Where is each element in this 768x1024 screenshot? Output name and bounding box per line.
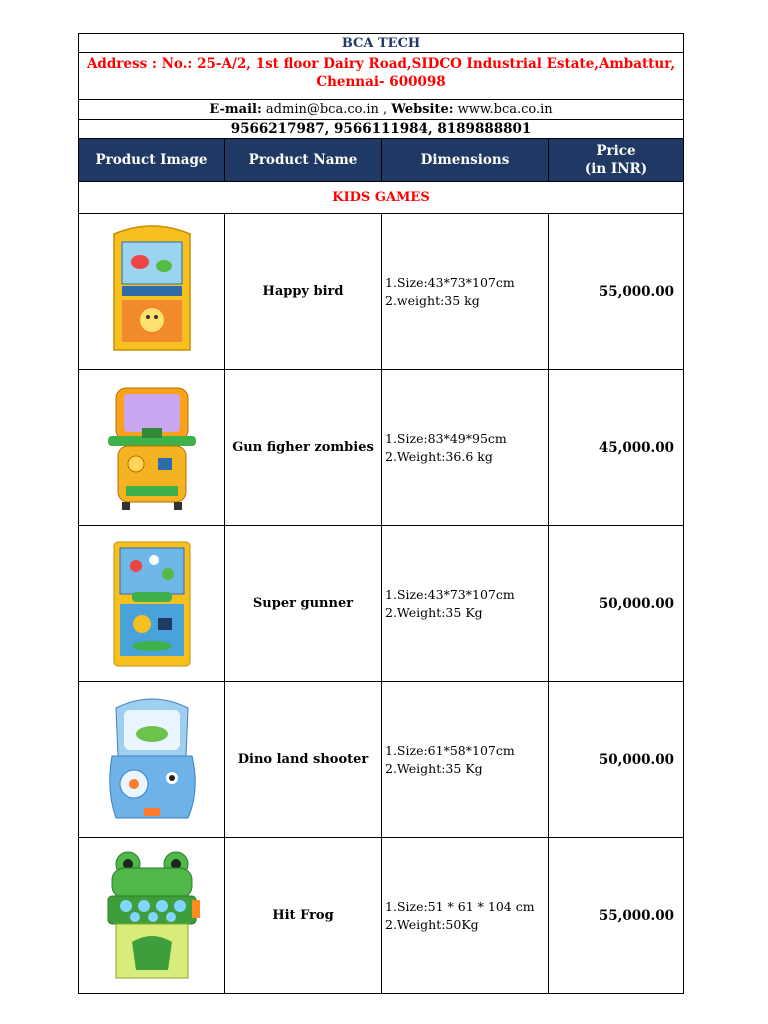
product-row bbox=[79, 526, 684, 682]
product-price: 50,000.00 bbox=[549, 526, 684, 682]
product-price: 50,000.00 bbox=[549, 682, 684, 838]
company-address bbox=[79, 53, 684, 100]
address-line-2: Chennai- 600098 bbox=[316, 74, 446, 90]
product-price: 55,000.00 bbox=[549, 214, 684, 370]
product-name: Gun figher zombies bbox=[225, 370, 382, 526]
product-weight: 2.Weight:36.6 kg bbox=[385, 448, 493, 464]
product-size: 1.Size:61*58*107cm bbox=[385, 742, 515, 758]
product-image-cell bbox=[79, 838, 225, 994]
column-header-row bbox=[79, 139, 684, 182]
product-weight: 2.weight:35 kg bbox=[385, 292, 480, 308]
product-row bbox=[79, 682, 684, 838]
product-name: Hit Frog bbox=[225, 838, 382, 994]
price-header-line-1: Price bbox=[596, 143, 636, 159]
product-dimensions bbox=[382, 214, 549, 370]
website-label: Website: bbox=[391, 102, 454, 117]
product-name: Happy bird bbox=[225, 214, 382, 370]
dino-land-shooter-machine-image bbox=[102, 690, 202, 830]
col-header-image: Product Image bbox=[79, 139, 225, 182]
product-size: 1.Size:83*49*95cm bbox=[385, 430, 507, 446]
col-header-name: Product Name bbox=[225, 139, 382, 182]
product-weight: 2.Weight:35 Kg bbox=[385, 760, 483, 776]
product-row bbox=[79, 838, 684, 994]
product-size: 1.Size:43*73*107cm bbox=[385, 274, 515, 290]
product-row bbox=[79, 370, 684, 526]
website-value[interactable]: www.bca.co.in bbox=[453, 102, 553, 117]
section-title: KIDS GAMES bbox=[79, 182, 684, 214]
product-name: Super gunner bbox=[225, 526, 382, 682]
phone-numbers: 9566217987, 9566111984, 8189888801 bbox=[79, 120, 684, 139]
product-dimensions bbox=[382, 682, 549, 838]
col-header-price bbox=[549, 139, 684, 182]
price-header-line-2: (in INR) bbox=[584, 161, 648, 177]
product-dimensions bbox=[382, 370, 549, 526]
product-size: 1.Size:51 * 61 * 104 cm bbox=[385, 898, 535, 914]
email-value[interactable]: admin@bca.co.in , bbox=[261, 102, 392, 117]
company-name: BCA TECH bbox=[79, 34, 684, 53]
product-name: Dino land shooter bbox=[225, 682, 382, 838]
col-header-dimensions: Dimensions bbox=[382, 139, 549, 182]
price-table bbox=[78, 33, 684, 994]
price-list-document bbox=[78, 33, 683, 994]
product-size: 1.Size:43*73*107cm bbox=[385, 586, 515, 602]
product-price: 45,000.00 bbox=[549, 370, 684, 526]
contact-line bbox=[79, 100, 684, 120]
product-image-cell bbox=[79, 214, 225, 370]
email-label: E-mail: bbox=[209, 102, 262, 117]
product-weight: 2.Weight:35 Kg bbox=[385, 604, 483, 620]
product-image-cell bbox=[79, 682, 225, 838]
product-image-cell bbox=[79, 370, 225, 526]
product-row bbox=[79, 214, 684, 370]
gun-fighter-zombies-machine-image bbox=[102, 378, 202, 518]
address-line-1: Address : No.: 25-A/2, 1st floor Dairy Road,SIDCO Industrial Estate,Ambattur, bbox=[86, 56, 676, 72]
super-gunner-machine-image bbox=[102, 534, 202, 674]
product-dimensions bbox=[382, 838, 549, 994]
product-image-cell bbox=[79, 526, 225, 682]
product-price: 55,000.00 bbox=[549, 838, 684, 994]
product-weight: 2.Weight:50Kg bbox=[385, 916, 479, 932]
hit-frog-machine-image bbox=[102, 846, 202, 986]
happy-bird-machine-image bbox=[102, 222, 202, 362]
product-dimensions bbox=[382, 526, 549, 682]
